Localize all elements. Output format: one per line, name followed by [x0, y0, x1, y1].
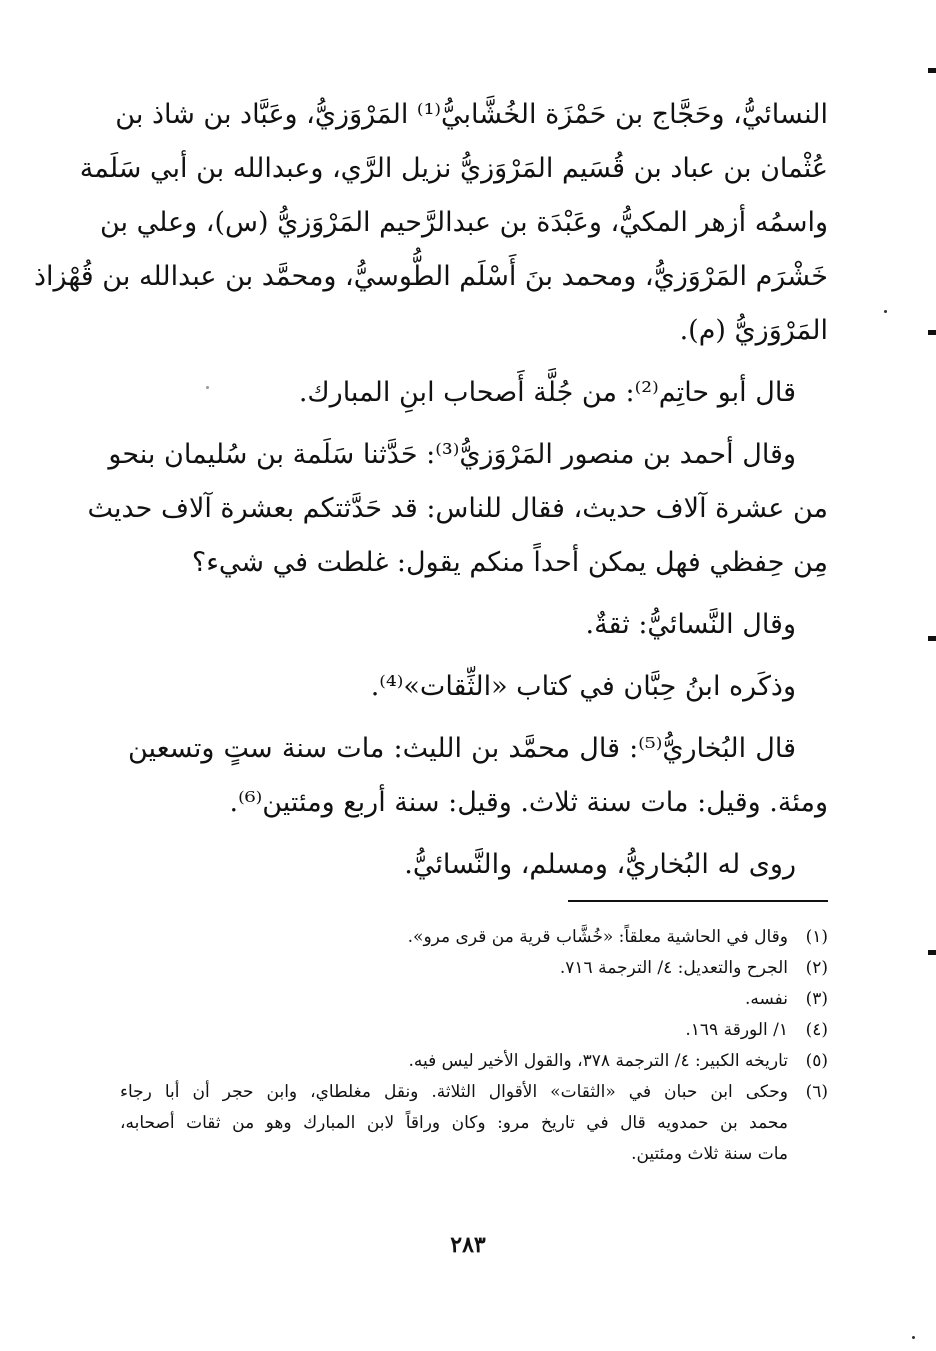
paragraph-line-nasai: وقال النَّسائيُّ: ثقةٌ.	[585, 609, 796, 640]
paragraph-line-ibn-hibban: وذكَره ابنُ حِبَّان في كتاب «الثِّقات»⁽⁴⁾.	[370, 671, 796, 702]
footnote-text: وحكى ابن حبان في «الثقات» الأقوال الثلاثة. ونقل مغلطاي، وابن حجر أن أبا رجاء	[120, 1082, 788, 1102]
text-line: واسمُه أزهر المكيُّ، وعَبْدَة بن عبدالرَّحيم المَرْوَزيُّ (س)، وعلي بن	[99, 207, 828, 238]
text-line: المَرْوَزيُّ (م).	[679, 315, 828, 346]
footnote-text: تاريخه الكبير: ٤/ الترجمة ٣٧٨، والقول الأخير ليس فيه.	[408, 1051, 788, 1071]
footnote-6	[120, 1077, 828, 1170]
footnote-5	[120, 1046, 828, 1077]
footnote-text: مات سنة ثلاث ومئتين.	[631, 1144, 788, 1164]
footnote-1	[120, 922, 828, 953]
footnote-text: وقال في الحاشية معلقاً: «خُشَّاب قرية من قرى مرو».	[407, 927, 788, 947]
page-number: ٢٨٣	[450, 1232, 486, 1258]
text-line: ومئة. وقيل: مات سنة ثلاث. وقيل: سنة أربع ومئتين⁽⁶⁾.	[229, 787, 828, 818]
footnote-text: نفسه.	[744, 989, 788, 1009]
paragraph-line-narrators: روى له البُخاريُّ، ومسلم، والنَّسائيُّ.	[404, 849, 796, 880]
scan-edge-mark	[928, 68, 936, 73]
text-line: النسائيُّ، وحَجَّاج بن حَمْزَة الخُشَّابيُّ⁽¹⁾ المَرْوَزيُّ، وعَبَّاد بن شاذ بن	[115, 99, 828, 130]
footnotes	[120, 922, 828, 1170]
footnote-number: (٢)	[805, 958, 828, 978]
scan-edge-mark	[928, 950, 936, 955]
text-line: خَشْرَم المَرْوَزيُّ، ومحمد بنَ أَسْلَم الطُّوسيُّ، ومحمَّد بن عبدالله بن قُهْزاذ	[33, 261, 828, 292]
footnote-4	[120, 1015, 828, 1046]
scan-edge-mark	[928, 330, 936, 335]
footnote-number: (٣)	[805, 989, 828, 1009]
text-line: عُثْمان بن عباد بن قُسَيم المَرْوَزيُّ نزيل الرَّي، وعبدالله بن أبي سَلَمة	[79, 153, 828, 184]
footnote-3	[120, 984, 828, 1015]
footnote-2	[120, 953, 828, 984]
paragraph-line-bukhari: قال البُخاريُّ⁽⁵⁾: قال محمَّد بن الليث: مات سنة ستٍ وتسعين	[128, 733, 796, 764]
footnote-number: (٦)	[805, 1082, 828, 1102]
scan-speck	[912, 1336, 915, 1339]
footnote-text: محمد بن حمدويه قال في تاريخ مرو: وكان وراقاً لابن المبارك وهو من ثقات أصحابه،	[120, 1113, 788, 1133]
footnote-text: ١/ الورقة ١٦٩.	[685, 1020, 788, 1040]
scan-edge-mark	[928, 636, 936, 641]
text-line: مِن حِفظي فهل يمكن أحداً منكم يقول: غلطت في شيء؟	[191, 547, 828, 578]
scan-speck	[206, 386, 209, 389]
footnote-text: الجرح والتعديل: ٤/ الترجمة ٧١٦.	[559, 958, 788, 978]
footnote-separator	[568, 900, 828, 902]
text-line: من عشرة آلاف حديث، فقال للناس: قد حَدَّثتكم بعشرة آلاف حديث	[87, 493, 828, 524]
footnote-number: (٤)	[805, 1020, 828, 1040]
scan-speck	[884, 310, 887, 313]
footnote-number: (١)	[805, 927, 828, 947]
footnote-number: (٥)	[805, 1051, 828, 1071]
paragraph-line-abu-hatim: قال أبو حاتِم⁽²⁾: من جُلَّة أَصحاب ابنِ المبارك.	[298, 377, 796, 408]
paragraph-line-ahmad-bin-mansur: وقال أحمد بن منصور المَرْوَزيُّ⁽³⁾: حَدَّثنا سَلَمة بن سُليمان بنحو	[108, 439, 796, 470]
main-text-block	[33, 88, 828, 892]
